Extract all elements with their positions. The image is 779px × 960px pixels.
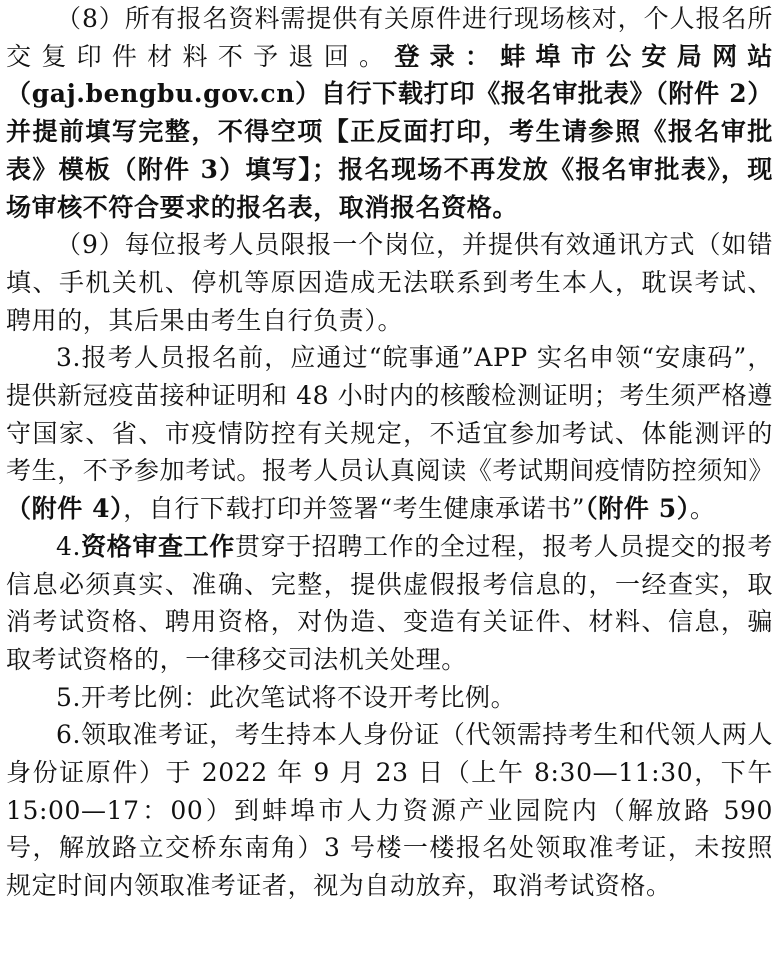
paragraph-text: （8）所有报名资料需提供有关原件进行现场核对，个人报名所交复印件材料不予退回。 — [6, 4, 773, 71]
paragraph-item-8 — [6, 0, 773, 226]
paragraph-4-qualification — [6, 528, 773, 679]
paragraph-text: 6.领取准考证，考生持本人身份证（代领需持考生和代领人两人身份证原件）于 2022 年 9 月 23 日（上午 8:30—11:30，下午 15:00—17：00）到蚌埠市人力资源产业园院内（解放路 590 号，解放路立交桥东南角）3 号楼一楼报名处领取准考证，未按照规定时间内领取准考证者，视为自动放弃，取消考试资格。 — [6, 720, 773, 901]
attachment-4-ref: （附件 4） — [6, 494, 124, 524]
paragraph-3-health — [6, 339, 773, 528]
paragraph-text: 5.开考比例：此次笔试将不设开考比例。 — [56, 682, 517, 712]
qualification-review-term: 资格审查工作 — [81, 531, 235, 561]
attachment-5-ref: （附件 5） — [585, 494, 690, 524]
paragraph-6-admission — [6, 716, 773, 905]
paragraph-text: 3.报考人员报名前，应通过“皖事通”APP 实名申领“安康码”，提供新冠疫苗接种证明和 48 小时内的核酸检测证明；考生须严格遵守国家、省、市疫情防控有关规定，不适宜参加考试、体能测评的考生，不予参加考试。报考人员认真阅读《考试期间疫情防控须知》 — [6, 343, 775, 486]
paragraph-text-bold: 登录：蚌埠市公安局网站（gaj.bengbu.gov.cn）自行下载打印《报名审批表》（附件 2）并提前填写完整，不得空项【正反面打印，考生请参照《报名审批表》模板（附件 3）填写】；报名现场不再发放《报名审批表》，现场审核不符合要求的报名表，取消报名资格。 — [6, 41, 773, 222]
paragraph-5-ratio — [6, 679, 773, 717]
paragraph-item-9 — [6, 226, 773, 339]
paragraph-text: （9）每位报考人员限报一个岗位，并提供有效通讯方式（如错填、手机关机、停机等原因造成无法联系到考生本人，耽误考试、聘用的，其后果由考生自行负责）。 — [6, 230, 773, 335]
paragraph-text: 贯穿于招聘工作的全过程，报考人员提交的报考信息必须真实、准确、完整，提供虚假报考信息的，一经查实，取消考试资格、聘用资格，对伪造、变造有关证件、材料、信息，骗取考试资格的，一律移交司法机关处理。 — [6, 531, 773, 674]
paragraph-text: 。 — [689, 494, 716, 524]
paragraph-text: ，自行下载打印并签署“考生健康承诺书” — [123, 494, 586, 524]
paragraph-text: 4. — [56, 531, 82, 561]
